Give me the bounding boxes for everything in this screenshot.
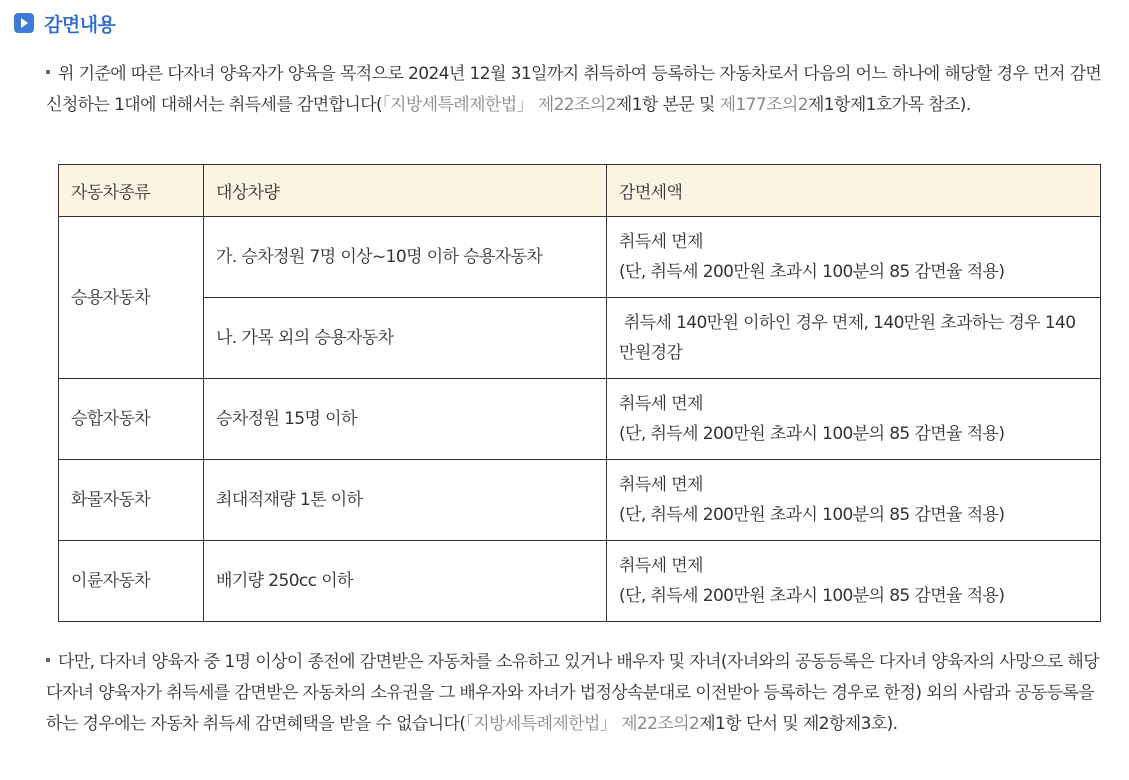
article-reference-link[interactable]: 제177조의2: [719, 95, 808, 115]
reduction-cell: [607, 379, 1101, 460]
intro-text: 위 기준에 따른 다자녀 양육자가 양육을 목적으로 2024년 12월 31일까지 취득하여 등록하는 자동차로서 다음의 어느 하나에 해당할 경우 먼저 감면 신청하는 1대에 대해서는 취득세를 감면합니다(: [46, 64, 1102, 115]
vehicle-type-cell: 이륜자동차: [59, 541, 204, 622]
law-reference-link[interactable]: 「지방세특례제한법」 제22조의2: [465, 714, 700, 734]
bullet-icon: [46, 70, 50, 74]
target-vehicle-cell: 최대적재량 1톤 이하: [204, 460, 607, 541]
reduction-table: [58, 164, 1101, 622]
reduction-cell: [607, 460, 1101, 541]
intro-text-3: 제1항제1호가목 참조).: [807, 95, 971, 115]
reduction-note: (단, 취득세 200만원 초과시 100분의 85 감면율 적용): [619, 586, 1005, 606]
target-vehicle-cell: 나. 가목 외의 승용자동차: [204, 298, 607, 379]
table-header-row: [59, 165, 1101, 217]
reduction-note: (단, 취득세 200만원 초과시 100분의 85 감면율 적용): [619, 505, 1005, 525]
reduction-text: 취득세 면제: [619, 556, 703, 576]
outro-text-2: 제1항 단서 및 제2항제3호).: [699, 714, 898, 734]
target-vehicle-cell: 가. 승차정원 7명 이상~10명 이하 승용자동차: [204, 217, 607, 298]
table-row: [59, 298, 1101, 379]
reduction-note: (단, 취득세 200만원 초과시 100분의 85 감면율 적용): [619, 262, 1005, 282]
vehicle-type-cell: 승용자동차: [59, 217, 204, 379]
reduction-cell: [607, 298, 1101, 379]
law-reference-link[interactable]: 「지방세특례제한법」 제22조의2: [382, 95, 616, 115]
play-icon: [14, 13, 34, 33]
vehicle-type-cell: 승합자동차: [59, 379, 204, 460]
outro-paragraph: [46, 647, 1112, 740]
bullet-icon: [46, 658, 50, 662]
outro-text: 다만, 다자녀 양육자 중 1명 이상이 종전에 감면받은 자동차를 소유하고 있거나 배우자 및 자녀(자녀와의 공동등록은 다자녀 양육자의 사망으로 해당 다자녀 양육자가 취득세를 감면받은 자동차의 소유권을 그 배우자와 자녀가 법정상속분대로 이전받아 등록하는 경우로 한정) 외의 사람과 공동등록을 하는 경우에는 자동차 취득세 감면혜택을 받을 수 없습니다(: [46, 652, 1100, 734]
reduction-text: 취득세 면제: [619, 394, 703, 414]
reduction-text: 취득세 140만원 이하인 경우 면제, 140만원 초과하는 경우 140만원경감: [619, 313, 1076, 363]
table-row: [59, 217, 1101, 298]
reduction-text: 취득세 면제: [619, 232, 703, 252]
header-vehicle-type: 자동차종류: [59, 165, 204, 217]
header-reduction-amount: 감면세액: [607, 165, 1101, 217]
target-vehicle-cell: 승차정원 15명 이하: [204, 379, 607, 460]
table-row: [59, 460, 1101, 541]
section-heading: 감면내용: [44, 13, 116, 36]
header-target-vehicle: 대상차량: [204, 165, 607, 217]
reduction-cell: [607, 541, 1101, 622]
table-row: [59, 379, 1101, 460]
reduction-note: (단, 취득세 200만원 초과시 100분의 85 감면율 적용): [619, 424, 1005, 444]
table-row: [59, 541, 1101, 622]
vehicle-type-cell: 화물자동차: [59, 460, 204, 541]
reduction-cell: [607, 217, 1101, 298]
intro-text-2: 제1항 본문 및: [615, 95, 720, 115]
intro-paragraph: [46, 59, 1112, 121]
section-title: [14, 8, 115, 38]
target-vehicle-cell: 배기량 250cc 이하: [204, 541, 607, 622]
reduction-text: 취득세 면제: [619, 475, 703, 495]
